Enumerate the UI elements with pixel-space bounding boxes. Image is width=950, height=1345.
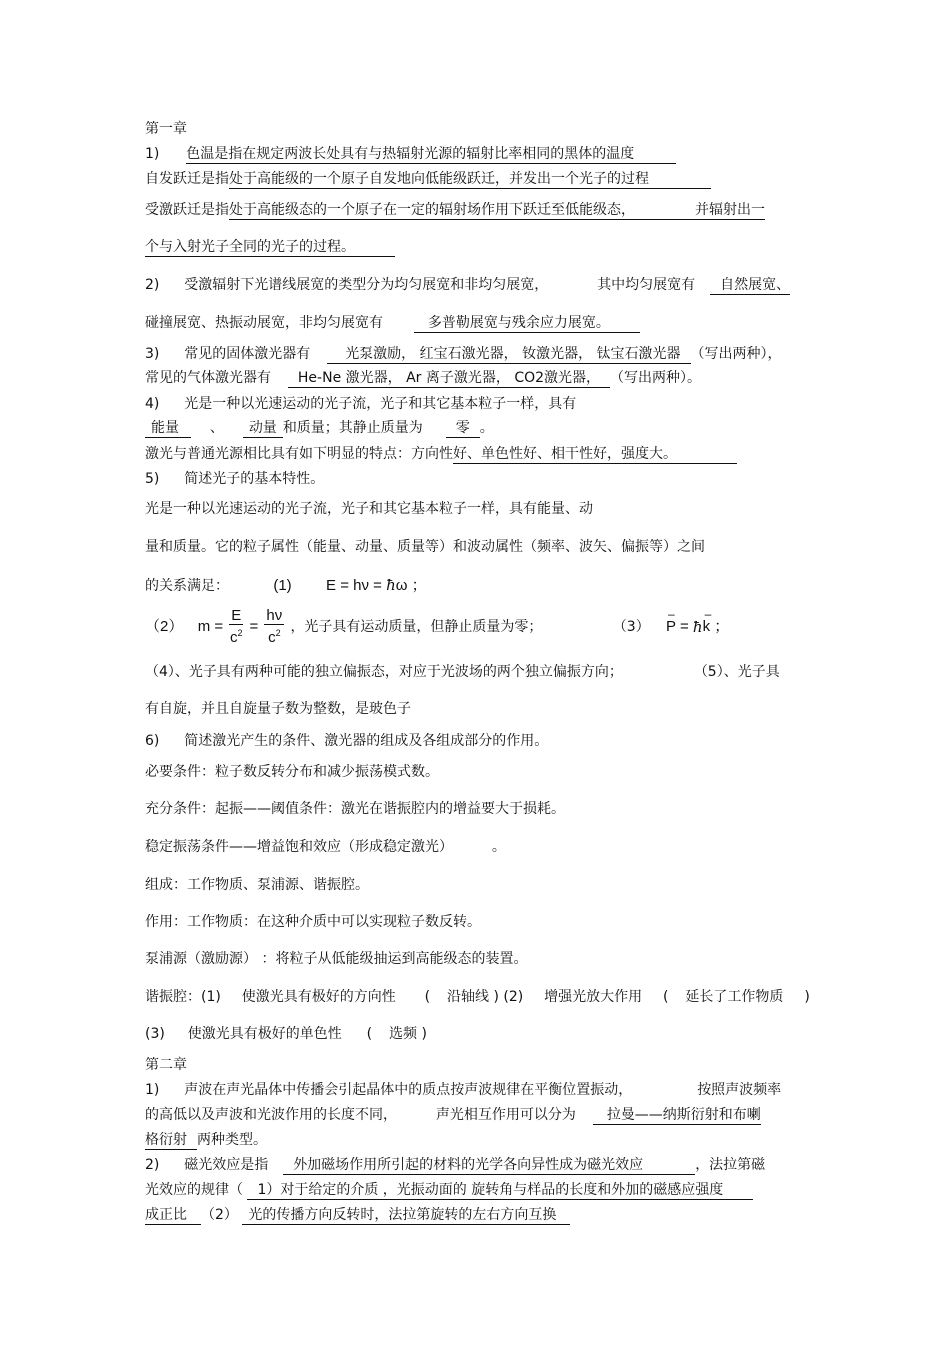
q6-necessary-conditions: 必要条件：粒子数反转分布和减少振荡模式数。 — [145, 764, 439, 780]
q3-number: 3) — [145, 346, 160, 362]
q6-resonator-line-2 — [145, 1025, 427, 1043]
fraction-E-over-c2 — [229, 608, 243, 646]
q5-number: 5) — [145, 471, 160, 487]
formula-2-label: （2） — [145, 618, 184, 635]
q5-paragraph-4b: （5）、光子具 — [693, 664, 780, 680]
q6-stable-period: 。 — [491, 839, 506, 855]
q6-title-line — [145, 732, 548, 750]
ch2-q2-faraday-rule-1-cont: 成正比 — [145, 1207, 201, 1225]
ch2-q2-line-b — [145, 1181, 753, 1200]
q2-homogeneous-answer: 自然展宽、 — [710, 277, 790, 295]
q5-formula-2-line: （2） m = $\frac{E}{c^2}$ = $\frac{h\nu}{c^2}$ ，光子具有运动质量，但静止质量为零； （3） ‒ P = ħ‒ k ； — [145, 608, 729, 646]
q3-line-a — [145, 345, 782, 364]
q1-line-a — [145, 145, 676, 164]
q5-title: 简述光子的基本特性。 — [184, 471, 325, 487]
ch2-q1-answer-cont: 格衍射 — [145, 1132, 197, 1150]
q4-laser-features-answer: 好、单色性好、相干性好，强度大。 — [453, 446, 737, 464]
q6-resonator-length: 延长了工作物质 — [685, 989, 784, 1005]
q6-resonator-directionality: 使激光具有极好的方向性 — [241, 989, 396, 1005]
ch2-q2-text-2: ，法拉第磁 — [695, 1157, 766, 1173]
fraction-denominator-c2: $c^2$ — [230, 628, 243, 646]
fraction-numerator-hv: hν — [266, 607, 283, 624]
q1-stimulated-label: 受激跃迁是指 — [145, 202, 229, 218]
q6-resonator-axis: 沿轴线 ) (2) — [447, 989, 524, 1005]
q2-number: 2) — [145, 277, 160, 293]
q6-resonator-item-3: (3) — [145, 1026, 165, 1042]
hbar-symbol-2: ħ — [692, 618, 703, 636]
q1-spontaneous-label: 自发跃迁是指 — [145, 171, 229, 187]
q6-title: 简述激光产生的条件、激光器的组成及各组成部分的作用。 — [184, 733, 549, 749]
chapter-1-title: 第一章 — [145, 121, 187, 137]
fraction-hv-over-c2 — [264, 608, 284, 646]
q6-resonator-monochromaticity: 使激光具有极好的单色性 — [187, 1026, 342, 1042]
fraction-numerator-E: E — [231, 607, 242, 624]
fraction-denominator-c2-b: $c^2$ — [268, 628, 281, 646]
q4-text: 光是一种以光速运动的光子流，光子和其它基本粒子一样，具有 — [184, 396, 577, 412]
ch2-q1-number: 1) — [145, 1082, 160, 1098]
ch2-q2-line-a — [145, 1156, 765, 1175]
q6-resonator-line-1 — [145, 988, 810, 1006]
q2-inhomogeneous-answer: 多普勒展宽与残余应力展宽。 — [414, 315, 640, 333]
ch2-q1-text-5: 两种类型。 — [197, 1132, 267, 1148]
ch2-q2-text-4: （2） — [201, 1207, 238, 1223]
q6-paren-close-2: ) — [804, 989, 810, 1005]
q4-line-c — [145, 445, 737, 464]
ch2-q2-line-c — [145, 1206, 570, 1225]
q4-energy-answer: 能量 — [145, 420, 191, 438]
formula-2-m: m = — [197, 618, 224, 635]
q5-paragraph-1: 光是一种以光速运动的光子流，光子和其它基本粒子一样，具有能量、动 — [145, 501, 593, 517]
q6-resonator-label: 谐振腔：(1) — [145, 989, 221, 1005]
q2-line-a — [145, 276, 790, 295]
q6-function-pump: 泵浦源（激励源） ：将粒子从低能级抽运到高能级态的装置。 — [145, 951, 528, 967]
q4-line-a — [145, 395, 576, 413]
q6-paren-open-1: ( — [424, 989, 431, 1005]
formula-2-text: ，光子具有运动质量，但静止质量为零； — [290, 619, 543, 635]
q1-number: 1) — [145, 146, 160, 162]
ch2-q2-faraday-rule-2: 光的传播方向反转时，法拉第旋转的左右方向互换 — [242, 1207, 570, 1225]
q3-solid-label: 常见的固体激光器有 — [184, 346, 311, 362]
q6-paren-open-3: ( — [366, 1026, 373, 1042]
q2-line-b — [145, 314, 640, 333]
q4-period: 。 — [479, 420, 494, 436]
q1-line-b — [145, 170, 711, 189]
q1-color-temperature: 色温是指在规定两波长处具有与热辐射光源的辐射比率相同的黑体的温度 — [186, 146, 676, 164]
q6-stable-oscillation: 稳定振荡条件——增益饱和效应（形成稳定激光） — [145, 839, 453, 855]
q3-solid-answer: 光泵激励， 红宝石激光器， 钕激光器， 钛宝石激光器 — [327, 346, 690, 364]
ch2-q2-text-3: 光效应的规律（ — [145, 1182, 243, 1198]
q2-text: 受激辐射下光谱线展宽的类型分为均匀展宽和非均匀展宽， — [184, 277, 549, 293]
q5-paragraph-4: （4）、光子具有两种可能的独立偏振态，对应于光波场的两个独立偏振方向； — [145, 664, 623, 680]
q6-number: 6) — [145, 733, 160, 749]
q6-sufficient-conditions: 充分条件：起振——阈值条件：激光在谐振腔内的增益要大于损耗。 — [145, 801, 565, 817]
ch2-q2-magneto-optic-answer: 外加磁场作用所引起的材料的光学各向异性成为磁光效应 — [283, 1157, 695, 1175]
q6-paren-open-2: ( — [663, 989, 669, 1005]
hbar-symbol: ħ — [386, 576, 396, 594]
q1-line-c — [145, 201, 765, 220]
formula-3-label: （3） — [612, 619, 650, 635]
q6-stable-oscillation-line — [145, 838, 506, 856]
q5-paragraph-2: 量和质量。它的粒子属性（能量、动量、质量等）和波动属性（频率、波矢、偏振等）之间 — [145, 539, 705, 555]
chapter-2-title: 第二章 — [145, 1057, 187, 1073]
q4-laser-features-label: 激光与普通光源相比具有如下明显的特点：方向性 — [145, 446, 453, 462]
ch2-q1-line-c — [145, 1131, 267, 1150]
q1-stimulated-answer-cont: 个与入射光子全同的光子的过程。 — [145, 239, 395, 257]
q6-resonator-amplification: 增强光放大作用 — [544, 989, 643, 1005]
q5-paragraph-4-line — [145, 663, 780, 681]
q4-rest-mass-answer: 零 — [446, 420, 480, 438]
formula-1-end: ω ； — [395, 577, 427, 594]
q5-paragraph-3: 的关系满足： — [145, 578, 229, 594]
q6-function-gain-medium: 作用：工作物质：在这种介质中可以实现粒子数反转。 — [145, 914, 481, 930]
q4-line-b — [145, 419, 494, 438]
formula-3: ‒ P = — [666, 617, 689, 637]
q3-gas-suffix: （写出两种）。 — [610, 370, 702, 386]
ch2-q1-line-a — [145, 1081, 781, 1099]
q4-mass-text: 和质量；其静止质量为 — [282, 420, 423, 436]
formula-1-label: (1) — [273, 577, 292, 594]
q1-stimulated-answer: 处于高能级态的一个原子在一定的辐射场作用下跃迁至低能级态， 并辐射出一 — [229, 202, 765, 218]
q3-solid-suffix: （写出两种）， — [690, 346, 782, 362]
q4-number: 4) — [145, 396, 160, 412]
ch2-q1-line-b — [145, 1106, 761, 1125]
q3-gas-label: 常见的气体激光器有 — [145, 370, 271, 386]
ch2-q1-text-4: 声光相互作用可以分为 — [435, 1107, 576, 1123]
ch2-q2-number: 2) — [145, 1157, 160, 1173]
ch2-q1-text-2: 按照声波频率 — [697, 1082, 782, 1098]
q3-gas-answer: He-Ne 激光器， Ar 离子激光器， CO2激光器， — [288, 370, 610, 388]
ch2-q1-text: 声波在声光晶体中传播会引起晶体中的质点按声波规律在平衡位置振动， — [184, 1082, 633, 1098]
q2-text-3: 碰撞展宽、热振动展宽，非均匀展宽有 — [145, 315, 383, 331]
q6-composition: 组成：工作物质、泵浦源、谐振腔。 — [145, 877, 369, 893]
formula-1: E = hν = — [326, 577, 382, 594]
q6-resonator-mode-selection: 选频 ) — [389, 1026, 427, 1042]
ch2-q2-text: 磁光效应是指 — [184, 1157, 269, 1173]
q5-paragraph-5: 有自旋，并且自旋量子数为整数，是玻色子 — [145, 701, 411, 717]
formula-3-end: ‒ k ； — [703, 617, 730, 637]
ch2-q2-faraday-rule-1: 1）对于给定的介质 ，光振动面的 旋转角与样品的长度和外加的磁感应强度 — [247, 1182, 753, 1200]
q1-spontaneous-answer: 处于高能级的一个原子自发地向低能级跃迁，并发出一个光子的过程 — [229, 171, 711, 189]
q5-title-line — [145, 470, 324, 488]
q5-formula-1-line — [145, 576, 427, 595]
q2-text-2: 其中均匀展宽有 — [597, 277, 696, 293]
q3-line-b — [145, 369, 701, 388]
q4-momentum-answer: 动量 — [243, 420, 283, 438]
q1-line-d — [145, 238, 395, 257]
ch2-q1-answer: 拉曼——纳斯衍射和布喇 — [593, 1107, 761, 1125]
q4-separator: 、 — [209, 420, 224, 436]
ch2-q1-text-3: 的高低以及声波和光波作用的长度不同， — [145, 1107, 397, 1123]
